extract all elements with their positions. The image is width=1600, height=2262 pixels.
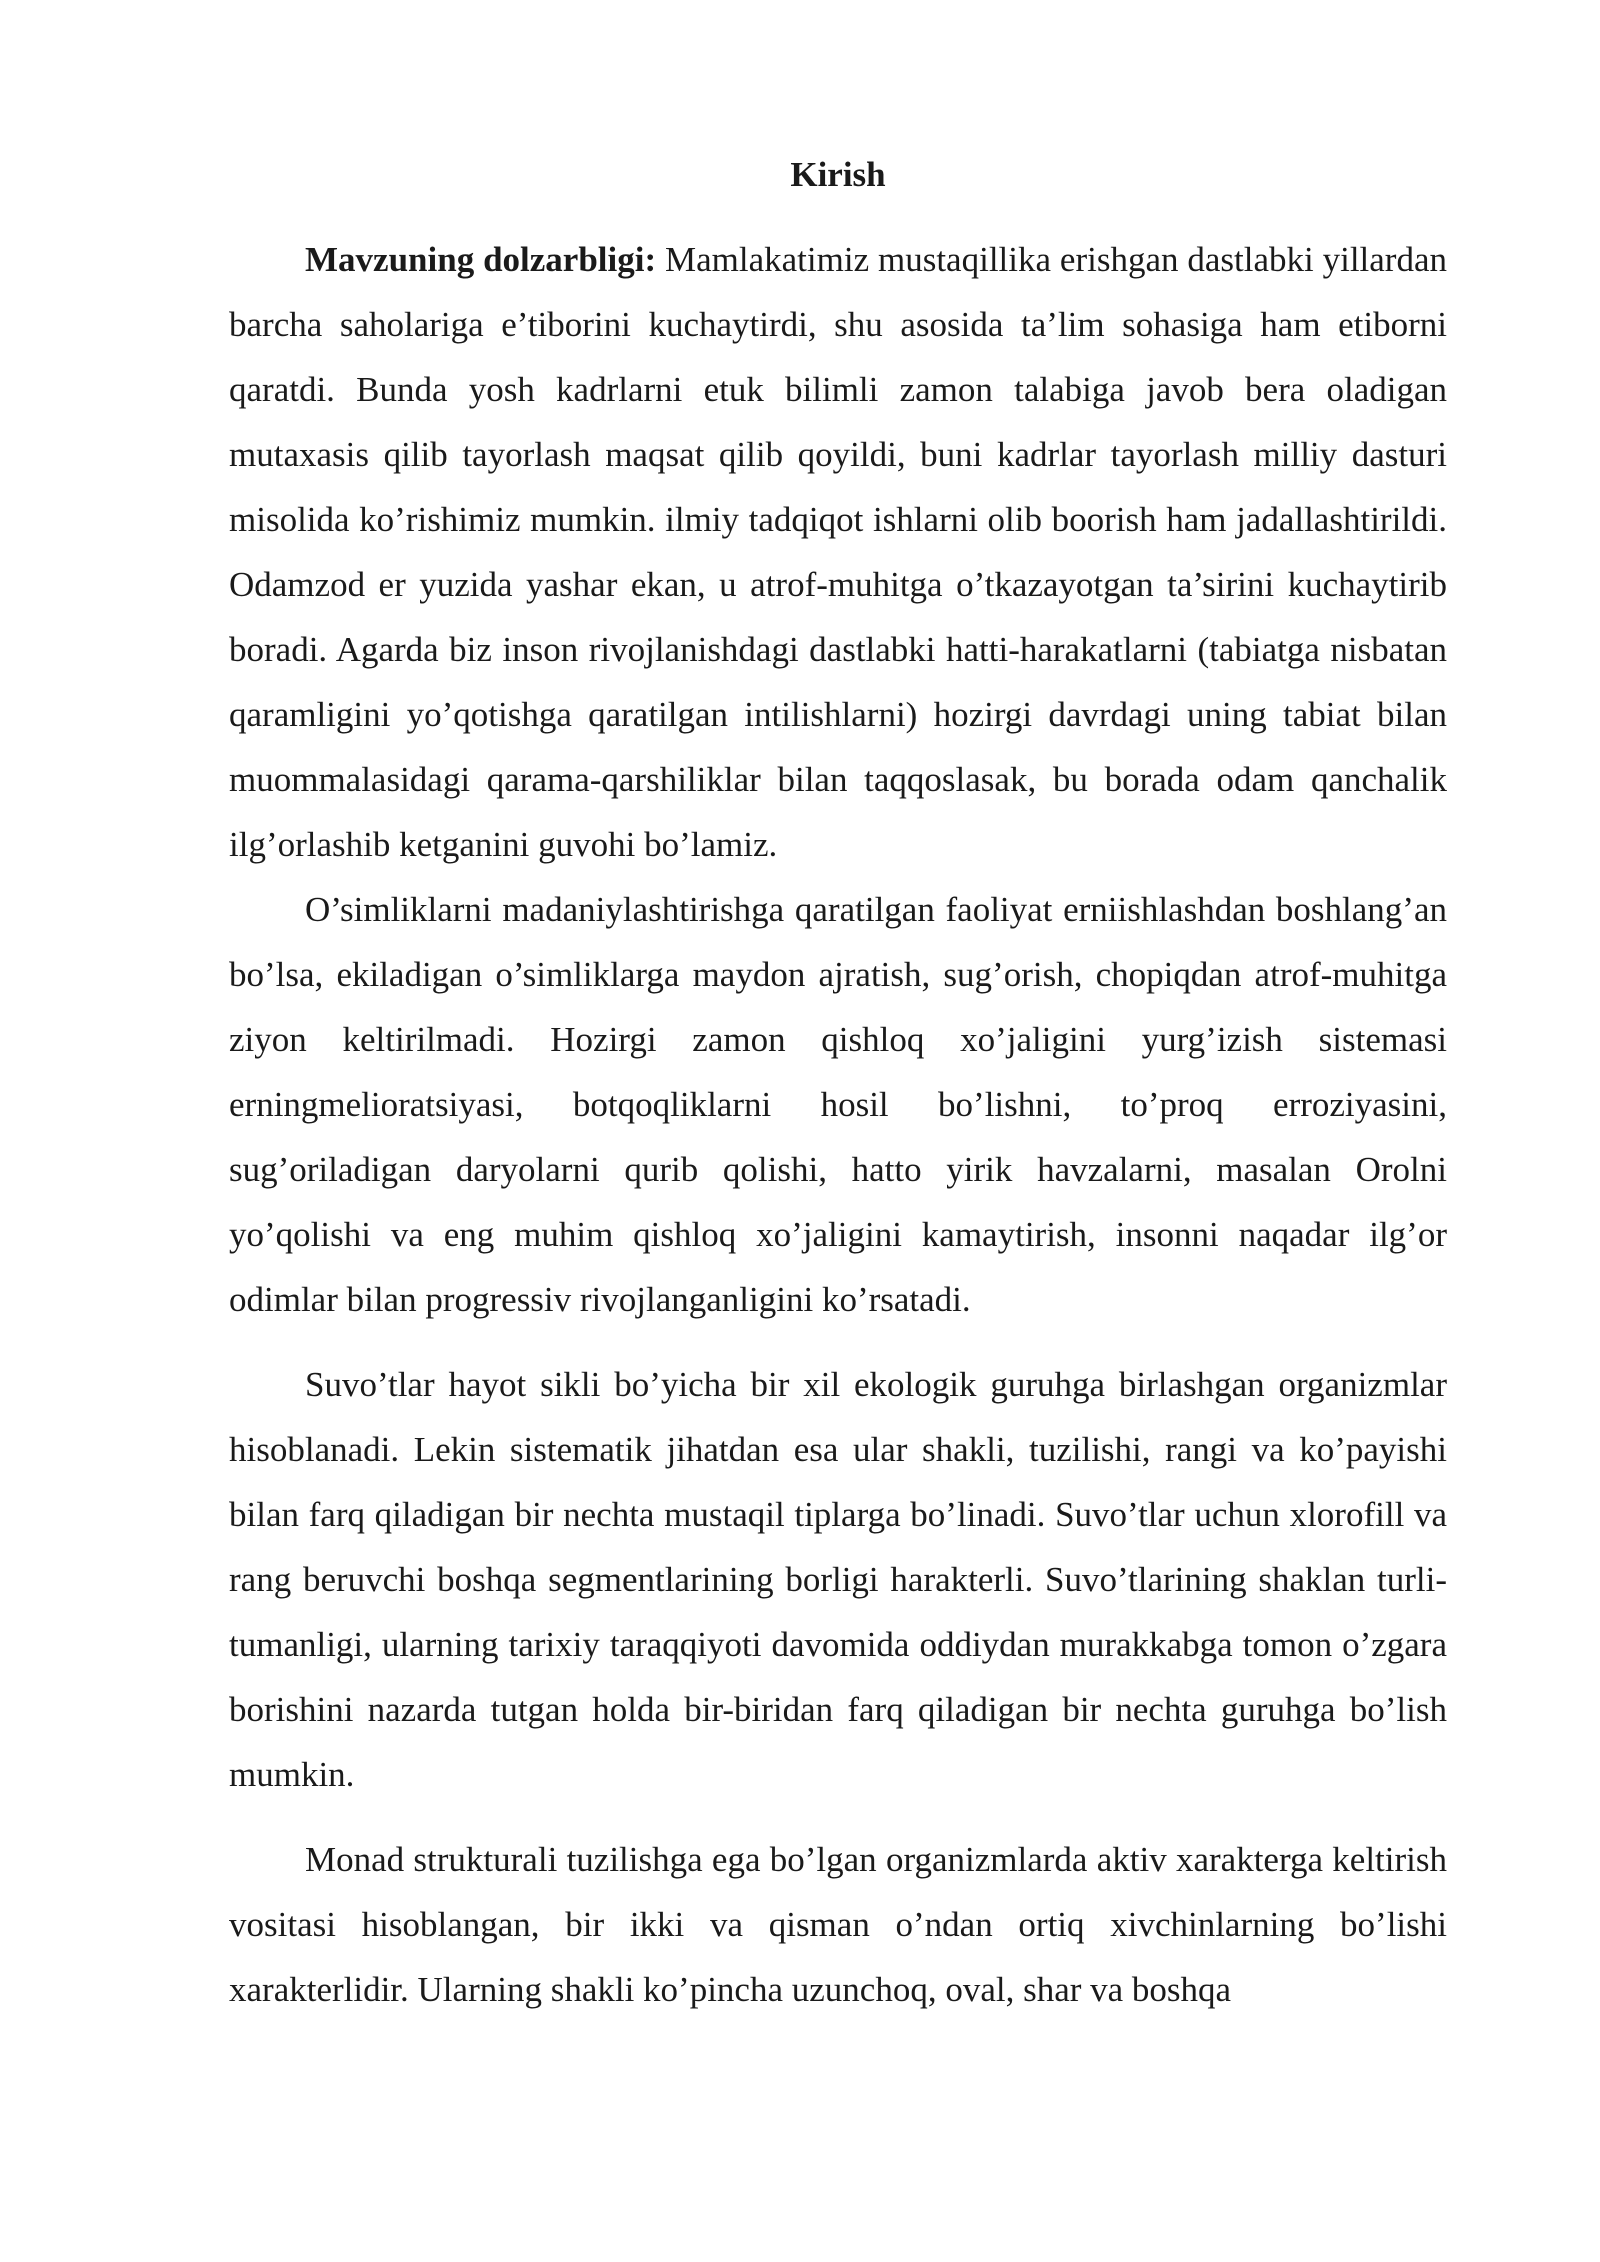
paragraph-plants: O’simliklarni madaniylashtirishga qaratilgan faoliyat erniishlashdan boshlang’an bo’lsa, ekiladigan o’simliklarga maydon ajratish, sug’orish, chopiqdan atrof-muhitga ziyon keltirilmadi. Hozirgi zamon qishloq xo’jaligini yurg’izish sistemasi erningmelioratsiyasi, botqoqliklarni hosil bo’lishni, to’proq erroziyasini, sug’oriladigan daryolarni qurib qolishi, hatto yirik havzalarni, masalan Orolni yo’qolishi va eng muhim qishloq xo’jaligini kamaytirish, insonni naqadar ilg’or odimlar bilan progressiv rivojlanganligini ko’rsatadi.	[229, 890, 1447, 1319]
document-body	[229, 145, 1447, 2022]
paragraph-algae: Suvo’tlar hayot sikli bo’yicha bir xil ekologik guruhga birlashgan organizmlar hisoblanadi. Lekin sistematik jihatdan esa ular shakli, tuzilishi, rangi va ko’payishi bilan farq qiladigan bir nechta mustaqil tiplarga bo’linadi. Suvo’tlar uchun xlorofill va rang beruvchi boshqa segmentlarining borligi harakterli. Suvo’tlarining shaklan turli-tumanligi, ularning tarixiy taraqqiyoti davomida oddiydan murakkabga tomon o’zgara borishini nazarda tutgan holda bir-biridan farq qiladigan bir nechta guruhga bo’lish mumkin.	[229, 1365, 1447, 1794]
paragraph-text: Mamlakatimiz mustaqillika erishgan dastlabki yillardan barcha saholariga e’tiborini kuchaytirdi, shu asosida ta’lim sohasiga ham etiborni qaratdi. Bunda yosh kadrlarni etuk bilimli zamon talabiga javob bera oladigan mutaxasis qilib tayorlash maqsat qilib qoyildi, buni kadrlar tayorlash milliy dasturi misolida ko’rishimiz mumkin. ilmiy tadqiqot ishlarni olib boorish ham jadallashtirildi. Odamzod er yuzida yashar ekan, u atrof-muhitga o’tkazayotgan ta’sirini kuchaytirib boradi. Agarda biz inson rivojlanishdagi dastlabki hatti-harakatlarni (tabiatga nisbatan qaramligini yo’qotishga qaratilgan intilishlarni) hozirgi davrdagi uning tabiat bilan muommalasidagi qarama-qarshiliklar bilan taqqoslasak, bu borada odam qanchalik ilg’orlashib ketganini guvohi bo’lamiz.	[229, 240, 1447, 864]
paragraph-relevance	[229, 227, 1447, 877]
page-title: Kirish	[790, 155, 886, 194]
paragraph-lead: Mavzuning dolzarbligi:	[305, 240, 657, 279]
paragraph-monad: Monad strukturali tuzilishga ega bo’lgan organizmlarda aktiv xarakterga keltirish vositasi hisoblangan, bir ikki va qisman o’ndan ortiq xivchinlarning bo’lishi xarakterlidir. Ularning shakli ko’pincha uzunchoq, oval, shar va boshqa	[229, 1840, 1447, 2009]
